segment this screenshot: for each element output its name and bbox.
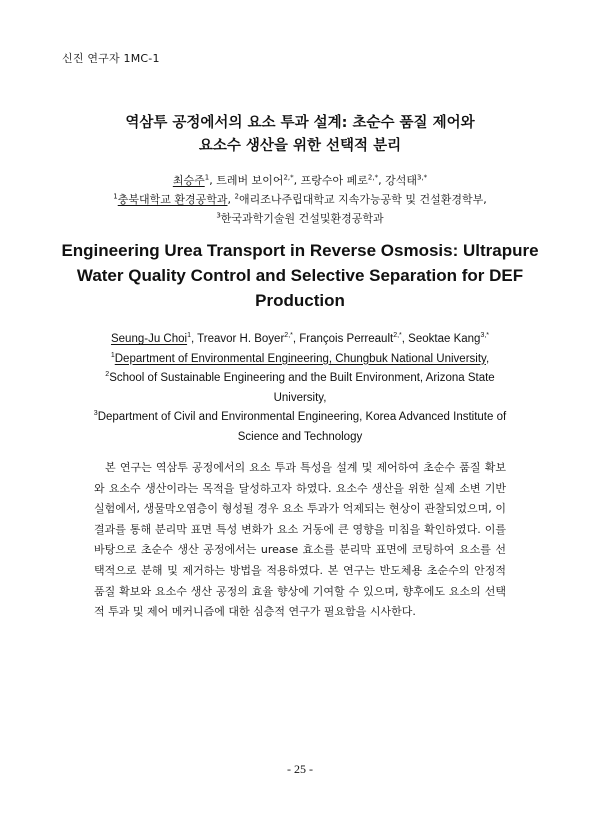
abstract bbox=[94, 458, 506, 623]
english-author-block bbox=[78, 330, 522, 447]
english-author-name: Seoktae Kang bbox=[408, 333, 481, 345]
affiliation-superscript: 2 bbox=[105, 371, 110, 379]
korean-title bbox=[0, 112, 600, 158]
korean-author-name: 최승주 bbox=[172, 174, 205, 187]
english-title bbox=[60, 238, 540, 313]
english-affiliation bbox=[78, 408, 522, 447]
affiliation-superscript: 1 bbox=[113, 192, 118, 201]
english-author-name: François Perreault bbox=[299, 333, 394, 345]
author-superscript: 2,* bbox=[367, 173, 379, 182]
english-affiliation-text: Department of Environmental Engineering, Chungbuk National University bbox=[114, 352, 486, 365]
english-affiliation: $^1$Department of Environmental Engineering, Chungbuk National University, bbox=[110, 351, 490, 365]
english-title-line-1: Engineering Urea Transport in Reverse Osmosis: Ultrapure bbox=[61, 241, 539, 260]
page-number: - 25 - bbox=[287, 762, 313, 776]
author-superscript: 3,* bbox=[416, 173, 428, 182]
korean-affiliation-line bbox=[0, 209, 600, 228]
author-superscript: 2,* bbox=[393, 332, 402, 340]
korean-title-line-2: 요소수 생산을 위한 선택적 분리 bbox=[198, 138, 402, 154]
abstract-paragraph: 본 연구는 역삼투 공정에서의 요소 투과 특성을 설계 및 제어하여 초순수 품질 확보와 요소수 생산이라는 목적을 달성하고자 하였다. 요소수 생산을 위한 실제 소변 기반 실험에서, 생물막오염층이 형성될 경우 요소 투과가 억제되는 현상이 관찰되었으며, 이 결과를 통해 분리막 표면 특성 변화가 요소 거동에 큰 영향을 미침을 확인하였다. 이를 바탕으로 초순수 생산 공정에서는 urease 효소를 분리막 표면에 코팅하여 요소를 선택적으로 분해 및 제거하는 방법을 적용하였다. 본 연구는 반도체용 초순수의 안정적 품질 확보와 요소수 생산 공정의 효율 향상에 기여할 수 있으며, 향후에도 요소의 선택적 투과 및 제어 메커니즘에 대한 심층적 연구가 필요함을 시사한다. bbox=[94, 461, 506, 619]
english-title-line-2: Water Quality Control and Selective Separation for DEF bbox=[76, 266, 524, 285]
english-author-name: Treavor H. Boyer bbox=[197, 333, 285, 345]
english-author-list: Seung-Ju Choi$^1$, Treavor H. Boyer$^{2,*}$, François Perreault$^{2,*}$, Seoktae Kang$^{3,*}$ bbox=[110, 332, 489, 345]
affiliation-superscript: 3 bbox=[93, 410, 98, 418]
author-superscript: 1 bbox=[204, 173, 210, 182]
korean-title-line-1: 역삼투 공정에서의 요소 투과 설계: 초순수 품질 제어와 bbox=[125, 115, 475, 131]
korean-author-list: 최승주$^1$, 트레버 보이어$^{2,*}$, 프랑수아 페로$^{2,*}$, 강석태$^{3,*}$ bbox=[172, 173, 428, 187]
korean-author-block bbox=[0, 171, 600, 228]
author-superscript: 3,* bbox=[480, 332, 489, 340]
affiliation-superscript: 2 bbox=[234, 192, 239, 201]
korean-author-name: 프랑수아 페로 bbox=[300, 174, 368, 187]
affiliation-superscript: 3 bbox=[216, 211, 221, 220]
english-title-line-3: Production bbox=[255, 291, 345, 310]
english-affiliation-text: School of Sustainable Engineering and the Built Environment, Arizona State University bbox=[109, 372, 495, 404]
author-superscript: 2,* bbox=[284, 332, 293, 340]
korean-author-name: 트레버 보이어 bbox=[216, 174, 284, 187]
korean-affiliation: 한국과학기술원 건설및환경공학과 bbox=[220, 212, 384, 225]
korean-affiliation: 충북대학교 환경공학과 bbox=[117, 193, 228, 206]
english-affiliation: $^2$School of Sustainable Engineering and the Built Environment, Arizona State University, bbox=[105, 371, 495, 404]
author-superscript: 1 bbox=[187, 332, 191, 340]
conference-session-tag: 신진 연구자 1MC-1 bbox=[62, 52, 160, 65]
korean-affiliation-line: $^1$충북대학교 환경공학과, $^2$애리조나주립대학교 지속가능공학 및 건설환경학부, bbox=[113, 192, 487, 206]
english-author-name: Seung-Ju Choi bbox=[110, 333, 188, 345]
korean-author-name: 강석태 bbox=[385, 174, 417, 187]
affiliation-superscript: 1 bbox=[110, 351, 115, 359]
english-affiliation-text: Department of Civil and Environmental Engineering, Korea Advanced Institute of Science and Technology bbox=[97, 411, 507, 443]
author-superscript: 2,* bbox=[283, 173, 294, 182]
korean-affiliation: 애리조나주립대학교 지속가능공학 및 건설환경학부 bbox=[238, 193, 484, 206]
